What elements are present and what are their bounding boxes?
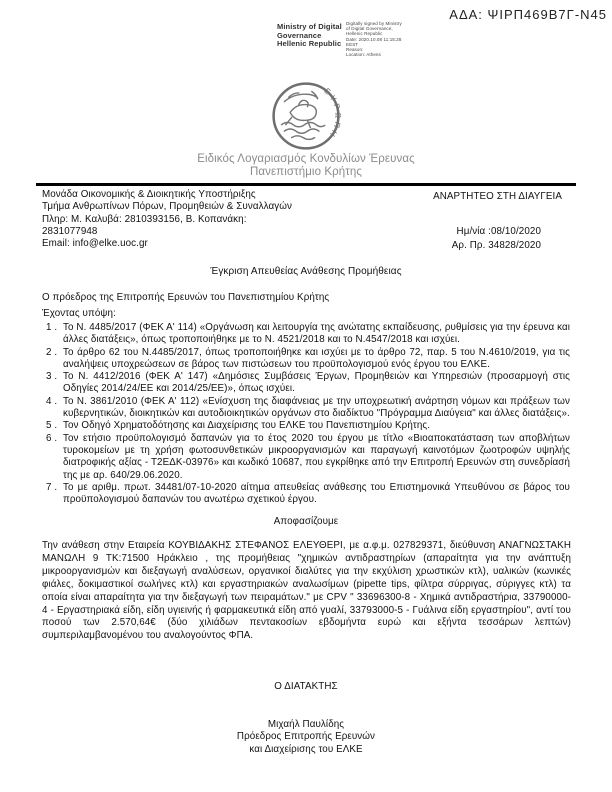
having-regard-label: Έχοντας υπόψη: (42, 308, 116, 319)
list-item (42, 396, 570, 421)
list-item (42, 371, 570, 396)
contact-block (42, 189, 292, 250)
signature-detail-line: Hellenic Republic (346, 31, 383, 37)
ministry-line: Ministry of Digital (277, 22, 342, 31)
organization-name: Ειδικός Λογαριασμός Κονδυλίων Έρευνας (197, 153, 415, 165)
decision-paragraph: Την ανάθεση στην Εταιρεία ΚΟΥΒΙΔΑΚΗΣ ΣΤΕΦΑΝΟΣ ΕΛΕΥΘΕΡΙ, με α.φ.μ. 027829371, διεύθυνση ΑΝΑΓΝΩΣΤΑΚΗ ΜΑΝΩΛΗ 9 ΤΚ:71500 Ηράκλειο , της προμήθειας "χημικών αντιδραστηρίων (απαραίτητα για την ανάπτυξη μικροοργανισμών και διεξαγωγή αναλύσεων, οργανικοί διαλύτες για την εκχύλιση χρωστικών κτλ), υαλικών (κωνικές φιάλες, δοκιμαστικοί σωλήνες κτλ) και εργαστηριακών αναλωσίμων (pipette tips, φίλτρα σύρριγας, σύριγγες κτλ) τα οποία είναι απαραίτητα για την διεξαγωγή των πειραμάτων." με CPV " 33696300-8 - Χημικά αντιδραστήρια, 33790000-4 - Εργαστηριακά είδη, είδη υγιεινής ή φαρμακευτικά είδη από γυαλί, 33793000-5 - Γυάλινα είδη εργαστηρίου", αντί του ποσού των 2.570,64€ (δύο χιλιάδων πεντακοσίων εβδομήντα ευρώ και εξήντα τεσσάρων λεπτών) συμπεριλαμβανομένου του αναλογούντος ΦΠΑ. (42, 540, 571, 642)
document-title: Έγκριση Απευθείας Ανάθεσης Προμήθειας (210, 266, 402, 277)
list-item-number: 3 . (46, 371, 58, 383)
contact-department: Τμήμα Ανθρωπίνων Πόρων, Προμηθειών & Συναλλαγών (42, 201, 292, 213)
ada-number: ΑΔΑ: ΨΙΡΠ469Β7Γ-Ν45 (449, 7, 607, 22)
ministry-line: Governance (277, 30, 322, 40)
contact-phone: 2831077948 (42, 225, 98, 237)
list-item-text: Τον ετήσιο προϋπολογισμό δαπανών για το έτος 2020 του έργου με τίτλο «Βιοαποκατάσταση των αποβλήτων τυροκομείων με τη χρήση φωτοσυνθετικών μικροοργανισμών και παραγωγή καινοτόμων ζωοτροφών υψηλής διατροφικής αξίας - Τ2ΕΔΚ-03976» και κωδικό 10687, που εγκρίθηκε από την Επιτροπή Ερευνών στη συνεδρίασή της με αρ. 640/29.06.2020. (63, 432, 570, 481)
document-date: Ημ/νία :08/10/2020 (456, 226, 541, 237)
signatory-role: Ο ΔΙΑΤΑΚΤΗΣ (274, 681, 338, 692)
seal-text: ΕΥΡΩΠΗ (322, 86, 343, 141)
list-item-number: 1 . (46, 322, 58, 333)
decision-heading: Αποφασίζουμε (273, 516, 339, 527)
signature-block (0, 719, 612, 756)
digital-signature-ministry (277, 23, 342, 49)
list-item-number: 7 . (46, 481, 58, 493)
elke-seal-icon (269, 80, 343, 152)
university-seal-logo (0, 80, 612, 157)
list-item (42, 433, 570, 482)
signature-detail-line: Date: 2020.10.08 11:15:28 (346, 36, 402, 42)
ministry-line: Hellenic Republic (277, 39, 342, 49)
issuer-line: Ο πρόεδρος της Επιτροπής Ερευνών του Πανεπιστημίου Κρήτης (42, 292, 330, 303)
header-divider (36, 183, 576, 186)
list-item-text: Τον Οδηγό Χρηματοδότησης και Διαχείρισης του ΕΛΚΕ του Πανεπιστημίου Κρήτης. (63, 420, 431, 432)
list-item-text: Το Ν. 4412/2016 (ΦΕΚ Α' 147) «Δημόσιες Συμβάσεις Έργων, Προμηθειών και Υπηρεσιών (προσαρμογή στις Οδηγίες 2014/24/ΕΕ και 2014/25/ΕΕ)», όπως ισχύει. (63, 371, 570, 395)
protocol-number: Αρ. Πρ. 34828/2020 (451, 240, 541, 251)
digital-signature-details (346, 21, 402, 57)
list-item-number: 4 . (46, 395, 58, 407)
contact-email: Email: info@elke.uoc.gr (42, 238, 148, 250)
list-item-text: Το Ν. 3861/2010 (ΦΕΚ Α' 112) «Ενίσχυση της διαφάνειας με την υποχρεωτική ανάρτηση νόμων και πράξεων των κυβερνητικών, διοικητικών και αυτοδιοικητικών οργάνων στο διαδίκτυο "Πρόγραμμα Διαύγεια" και άλλες διατάξεις». (63, 395, 570, 420)
list-item-number: 6 . (46, 432, 58, 444)
signatory-name: Μιχαήλ Παυλίδης (267, 719, 345, 730)
signatory-title: και Διαχείρισης του ΕΛΚΕ (249, 743, 363, 755)
signature-detail-line: Reason: (346, 47, 364, 53)
list-item (42, 482, 570, 507)
list-item-number: 2 . (46, 346, 58, 358)
list-item (42, 420, 570, 432)
signature-detail-line: Digitally signed by Ministry (346, 21, 402, 26)
list-item-number: 5 . (46, 420, 58, 432)
list-item (42, 322, 570, 347)
diavgeia-notice: ΑΝΑΡΤΗΤΕΟ ΣΤΗ ΔΙΑΥΓΕΙΑ (433, 191, 562, 202)
contact-persons: Πληρ: Μ. Καλυβά: 2810393156, Β. Κοπανάκη: (42, 213, 247, 225)
signature-detail-line: Location: Athens (346, 52, 381, 58)
university-name: Πανεπιστήμιο Κρήτης (249, 166, 363, 178)
list-item-text: Το με αριθμ. πρωτ. 34481/07-10-2020 αίτημα απευθείας ανάθεσης του Επιστημονικά Υπευθύνου σε βάρος του προϋπολογισμού δαπανών του ανωτέρω σχετικού έργου. (63, 481, 570, 506)
signatory-title: Πρόεδρος Επιτροπής Ερευνών (236, 731, 376, 743)
svg-text:ΕΥΡΩΠΗ (322, 86, 342, 140)
list-item-text: Το Ν. 4485/2017 (ΦΕΚ Α' 114) «Οργάνωση και λειτουργία της ανώτατης εκπαίδευσης, ρυθμίσεις για την έρευνα και άλλες διατάξεις», όπως τροποποιήθηκε με το Ν. 4521/2018 και το Ν.4547/2018 και ισχύει. (63, 322, 570, 346)
list-item (42, 347, 570, 372)
signature-detail-line: of Digital Governance, (346, 26, 393, 32)
contact-unit: Μονάδα Οικονομικής & Διοικητικής Υποστήριξης (42, 189, 256, 200)
signature-detail-line: EEST (346, 41, 359, 47)
considerations-list (42, 322, 570, 506)
list-item-text: Το άρθρο 62 του Ν.4485/2017, όπως τροποποιήθηκε και ισχύει με το άρθρο 72, παρ. 5 του Ν.4610/2019, για τις αναλήψεις υποχρεώσεων σε βάρος των πιστώσεων του προϋπολογισμού ενός έργου του ΕΛΚΕ. (63, 346, 570, 370)
